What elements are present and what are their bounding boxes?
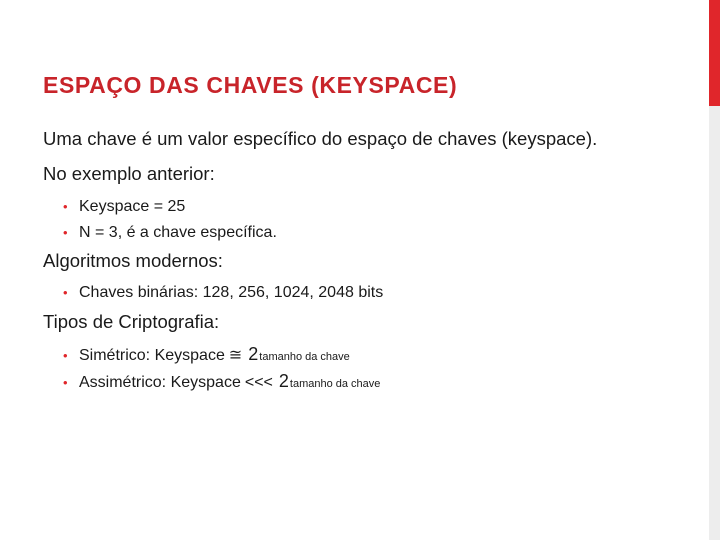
approx-equal-operator: ≅ <box>228 347 243 364</box>
list-item <box>63 223 277 243</box>
heading-crypto-types: Tipos de Criptografia: <box>43 311 220 332</box>
power-exponent: tamanho da chave <box>289 378 381 390</box>
slide-title: ESPAÇO DAS CHAVES (KEYSPACE) <box>43 72 458 98</box>
list-item-text: Keyspace = 25 <box>79 198 186 215</box>
bullet-icon: • <box>63 375 68 390</box>
power-base: 2 <box>278 371 289 391</box>
power-exponent: tamanho da chave <box>259 351 350 363</box>
list-item-symmetric <box>63 344 350 367</box>
slide-content <box>43 70 693 391</box>
heading-example: No exemplo anterior: <box>43 163 215 184</box>
asymmetric-prefix: Assimétrico: Keyspace <box>79 374 241 391</box>
power-base: 2 <box>248 344 259 364</box>
list-item-text: N = 3, é a chave específica. <box>79 224 277 241</box>
bullet-icon: • <box>63 285 68 300</box>
right-accent-red-bar <box>709 0 720 106</box>
list-item <box>63 283 383 303</box>
bullet-icon: • <box>63 225 68 240</box>
symmetric-prefix: Simétrico: Keyspace <box>79 347 225 364</box>
paragraph-key-definition: Uma chave é um valor específico do espaço de chaves (keyspace). <box>43 128 598 149</box>
list-item <box>63 197 185 217</box>
list-item-asymmetric <box>63 371 380 394</box>
much-less-operator: <<< <box>244 374 273 391</box>
heading-modern-algorithms: Algoritmos modernos: <box>43 250 223 271</box>
list-item-text: Chaves binárias: 128, 256, 1024, 2048 bits <box>79 284 384 301</box>
bullet-icon: • <box>63 348 68 363</box>
bullet-icon: • <box>63 199 68 214</box>
